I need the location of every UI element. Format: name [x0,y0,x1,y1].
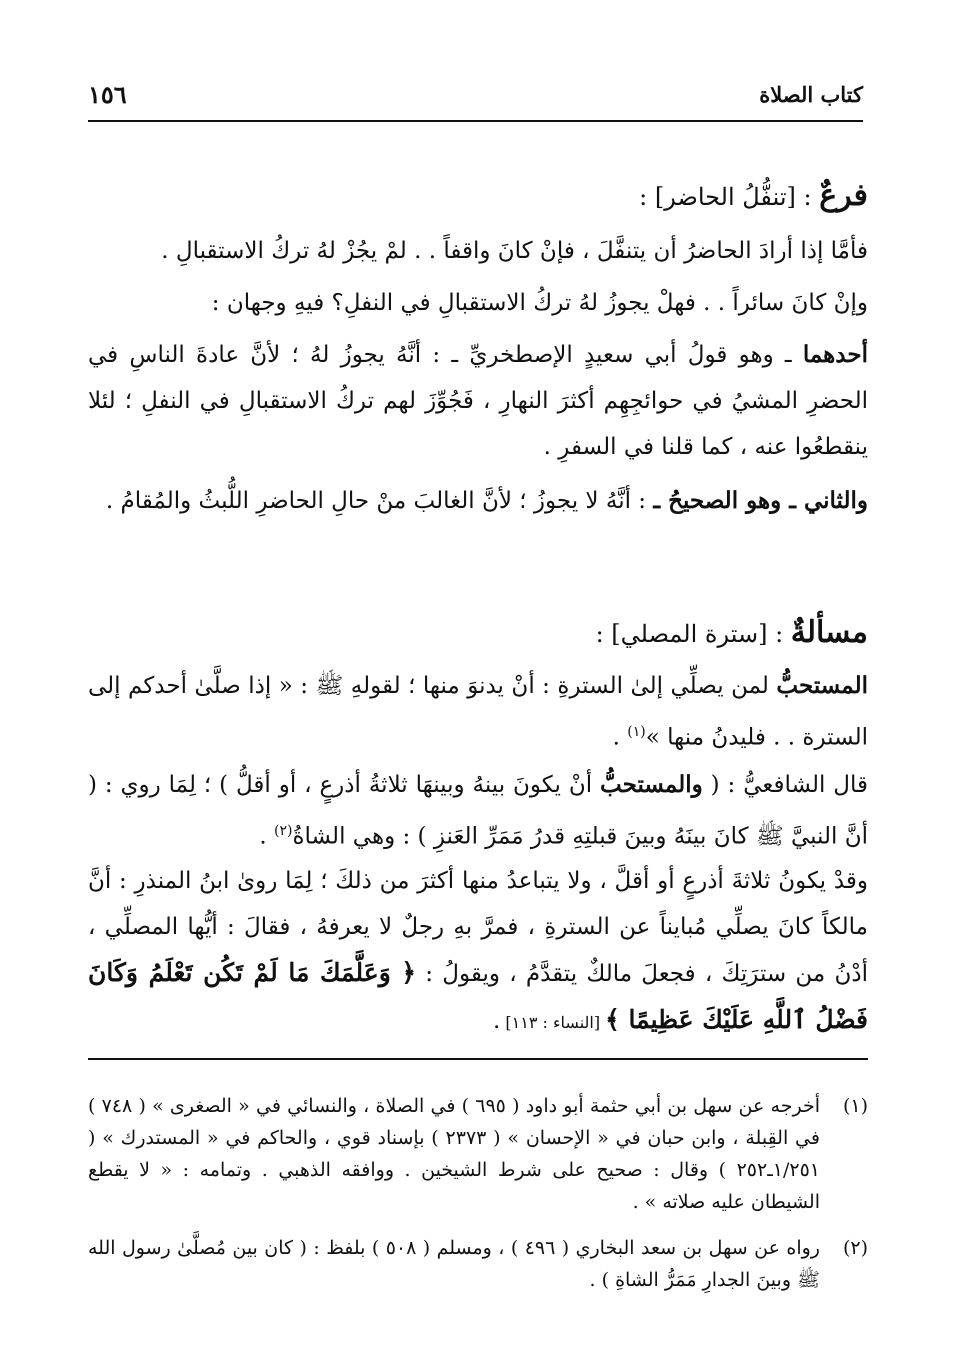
footnote-number: (٢) [842,1237,868,1259]
paragraph-text: ـ وهو قولُ أبي سعيدٍ الإصطخريِّ ـ : أنَّهُ يجوزُ لهُ ؛ لأنَّ عادةَ الناسِ في الحضرِ المشيُ في حوائجِهِم أكثرَ النهارِ ، فَجُوِّزَ لهم تركُ الاستقبالِ في النفلِ ؛ لئلا ينقطعُوا عنه ، كما قلنا في السفرِ . [88,342,868,460]
section-label: فرعٌ [819,178,868,213]
paragraph [88,663,868,761]
footnote-text: رواه عن سهل بن سعد البخاري ( ٤٩٦ ) ، ومسلم ( ٥٠٨ ) بلفظ : ( كان بين مُصلَّىٰ رسول الله ﷺ وبينَ الجدارِ مَمَرُّ الشاةِ ) . [88,1237,820,1291]
paragraph [88,762,868,860]
footnote-2 [88,1232,868,1296]
paragraph-end: . [612,724,628,751]
book-title: كتاب الصلاة [759,82,863,107]
paragraph: فأمَّا إذا أرادَ الحاضرُ أن يتنفَّلَ ، فإنْ كانَ واقفاً . . لمْ يجُزْ لهُ تركُ الاستقبالِ . [161,238,868,264]
paragraph [88,478,868,524]
footnote-number: (١) [842,1095,868,1117]
paragraph-text: لمن يصلِّي إلىٰ السترةِ : أنْ يدنوَ منها ؛ لقولهِ ﷺ : « إذا صلَّىٰ أحدكم إلى السترة . . فليدنُ منها » [88,673,868,751]
footnote-1 [88,1090,868,1218]
footnote-ref-2[interactable]: (٢) [274,823,293,839]
footnote-text: أخرجه عن سهل بن أبي حثمة أبو داود ( ٦٩٥ ) في الصلاة ، والنسائي في « الصغرى » ( ٧٤٨ ) في القِبلة ، وابن حبان في « الإحسان » ( ٢٣٧٣ ) بإسناد قوي ، والحاكم في « المستدرك » ( ١/٢٥١ـ٢٥٢ ) وقال : صحيح على شرط الشيخين . ووافقه الذهبي . وتمامه : « لا يقطع الشيطان عليه صلاته » . [88,1095,820,1213]
paragraph-lead: والثاني ـ وهو الصحيحُ ـ [653,487,868,514]
paragraph-lead: والمستحبُّ [600,771,703,798]
paragraph-text: قال الشافعيُّ : ( [702,772,868,798]
section-label: مسألةٌ [790,615,868,650]
paragraph-text: : أنَّهُ لا يجوزُ ؛ لأنَّ الغالبَ منْ حالِ الحاضرِ اللُّبثُ والمُقامُ . [105,488,654,514]
paragraph-lead: المستحبُّ [776,672,868,699]
section-heading-2 [88,615,868,650]
paragraph: وإنْ كانَ سائراً . . فهلْ يجوزُ لهُ تركُ الاستقبالِ في النفلِ؟ فيهِ وجهان : [211,290,868,316]
footnote-ref-1[interactable]: (١) [627,724,646,740]
footnote-divider [88,1058,868,1060]
paragraph [88,332,868,470]
section-heading-1 [88,178,868,213]
paragraph-lead: أحدهما [802,341,868,368]
running-header [88,78,863,122]
page-number: ١٥٦ [88,80,127,109]
paragraph-text: وقدْ يكونُ ثلاثةَ أذرعٍ أو أقلَّ ، ولا يتباعدُ منها أكثرَ من ذلكَ ؛ لِمَا روىٰ ابنُ المنذرِ : أنَّ مالكاً كانَ يصلِّي مُبايناً عن السترةِ ، فمرَّ بهِ رجلٌ لا يعرفهُ ، فقالَ : أيُّها المصلِّي ، أدْنُ من سترَتِكَ ، فجعلَ مالكٌ يتقدَّمُ ، ويقولُ : [88,868,868,987]
section-title: : [سترة المصلي] : [595,620,791,648]
paragraph-end: . [259,823,275,850]
paragraph-text: أنْ يكونَ بينهُ وبينهَا ثلاثةُ أذرعٍ ، أو أقلُّ ) ؛ لِمَا روي : ( أنَّ النبيَّ ﷺ كانَ بينَهُ وبينَ قبلتِهِ قدرُ مَمَرِّ العَنزِ ) : وهي الشاةُ [88,772,868,850]
paragraph-end: . [493,1008,501,1034]
verse-reference: [النساء : ١١٣] [500,1013,606,1032]
section-title: : [تنفُّلُ الحاضر] : [639,183,820,211]
paragraph [88,858,868,1046]
quran-verse: ﴿ وَعَلَّمَكَ مَا لَمْ تَكُن تَعْلَمُ وَكَانَ فَضْلُ ٱللَّهِ عَلَيْكَ عَظِيمًا ﴾ [88,958,868,1034]
